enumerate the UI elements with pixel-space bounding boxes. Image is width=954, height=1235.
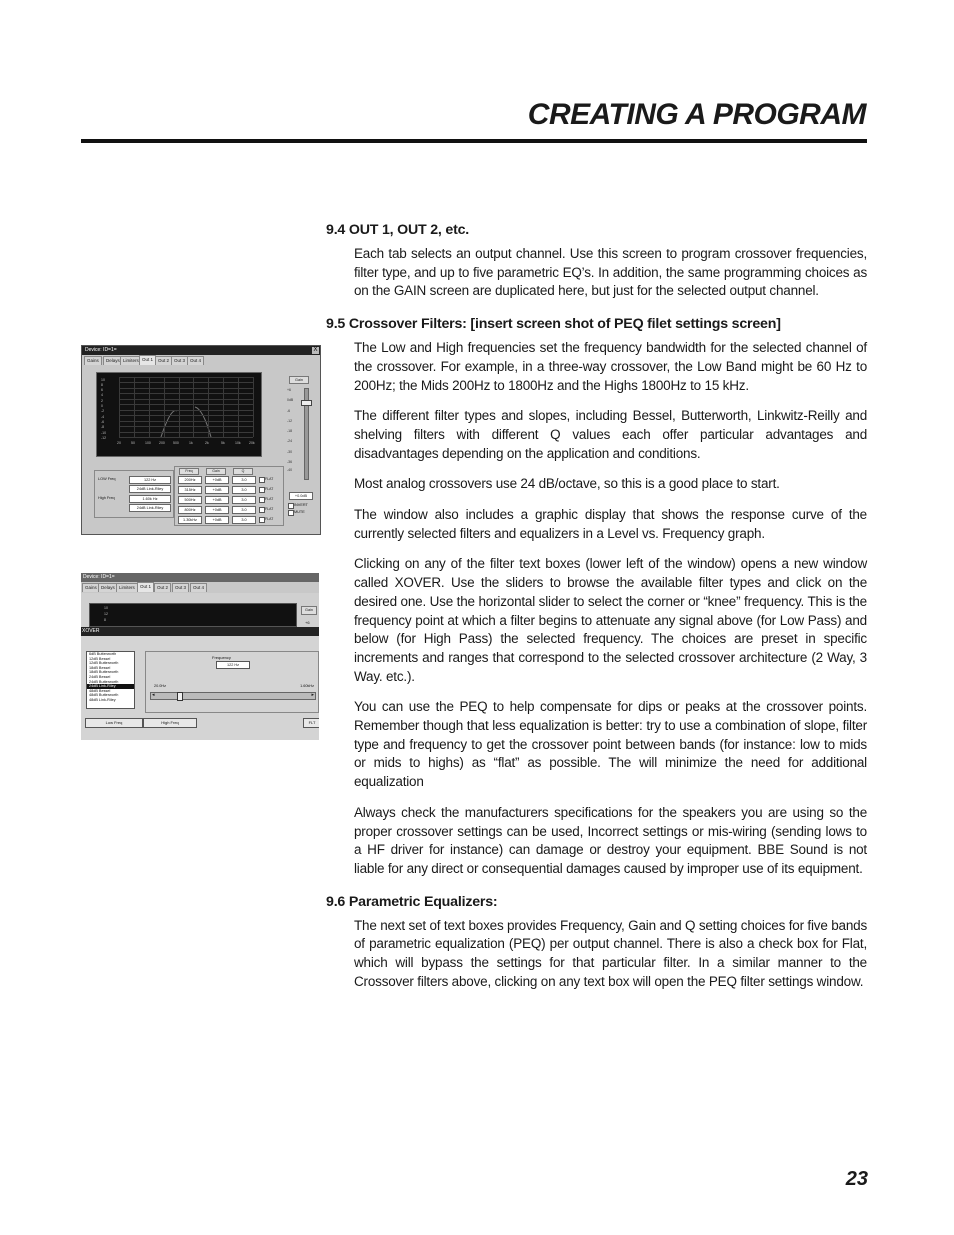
slider-min-label: 20.0Hz xyxy=(154,684,167,688)
peq-freq-field[interactable]: 800Hz xyxy=(178,506,202,514)
tab-out4[interactable]: Out 4 xyxy=(190,583,207,592)
gain-value-field[interactable]: +0.0dB xyxy=(289,492,313,500)
peq-q-field[interactable]: 3.0 xyxy=(232,486,256,494)
grid-line xyxy=(208,377,209,437)
x-label: 20k xyxy=(249,441,255,445)
peq-freq-field[interactable]: 200Hz xyxy=(178,476,202,484)
filter-type-list[interactable] xyxy=(86,651,135,709)
tab-out2[interactable]: Out 2 xyxy=(154,583,171,592)
low-freq-label: LOW Freq xyxy=(98,477,116,481)
frequency-label: Frequency xyxy=(212,655,231,660)
low-filter-field[interactable]: 24dB Link-Riley xyxy=(129,485,171,493)
tab-out3[interactable]: Out 3 xyxy=(171,356,188,365)
slider-left-arrow-icon[interactable]: ◂ xyxy=(152,692,155,698)
gain-tick: -18 xyxy=(287,429,293,433)
filter-option[interactable]: 12dB Bessel xyxy=(89,656,111,661)
title-rule xyxy=(81,139,867,143)
x-label: 50 xyxy=(131,441,135,445)
paragraph: Clicking on any of the filter text boxes (lower left of the window) opens a new window called XOVER. Use the sliders to browse the available filter types and click on the desired one. Use the horizontal slider to select the corner or “knee” frequency. This is the frequency point at which a filter begins to attenuate any signal above (for Low Pass) and below (for High Pass) the selected frequency. The choices are preset in specific increments and ranges that correspond to the selected crossover architecture (2 Way, 3 Way. etc.). xyxy=(354,556,867,684)
gain-panel xyxy=(287,376,313,516)
peq-header-gain: Gain xyxy=(206,468,226,475)
peq-gain-field[interactable]: +0dB xyxy=(205,496,229,504)
grid-line xyxy=(119,377,120,437)
y-label: -2 xyxy=(101,409,105,413)
grid-line xyxy=(119,404,253,405)
section-heading-9-4: 9.4 OUT 1, OUT 2, etc. xyxy=(326,222,470,238)
flat-label: FLAT xyxy=(265,517,274,521)
y-label: 2 xyxy=(101,399,103,403)
x-label: 1k xyxy=(189,441,193,445)
gain-tick: -36 xyxy=(287,460,293,464)
tab-out1[interactable]: Out 1 xyxy=(137,582,154,592)
grid-line xyxy=(238,377,239,437)
grid-line xyxy=(119,415,253,416)
peq-gain-field[interactable]: +0dB xyxy=(205,516,229,524)
gain-tick: -40 xyxy=(287,468,293,472)
high-freq-label: High Freq xyxy=(98,496,115,500)
y-label: -8 xyxy=(101,425,105,429)
xover-titlebar: XOVER xyxy=(81,627,319,636)
flat-label: FLAT xyxy=(265,487,274,491)
close-icon[interactable]: X xyxy=(313,347,318,353)
gain-slider-thumb[interactable] xyxy=(301,400,312,406)
peq-gain-field[interactable]: +0dB xyxy=(205,476,229,484)
paragraph: Always check the manufacturers specifications for the speakers you are using so the proper crossover settings can be used, Incorrect settings or mis-wiring (sending lows to a HF driver for instance) can damage or destroy your equipment. BBE Sound is not liable for any direct or consequential damages caused by improper use of its equipment. xyxy=(354,804,867,876)
flat-label: FLAT xyxy=(265,477,274,481)
paragraph: The next set of text boxes provides Frequency, Gain and Q setting choices for five bands of parametric equalization (PEQ) per output channel. There is also a check box for Flat, which will bypass the settings for that particular filter. In a similar manner to the Crossover filters above, clicking on any text box will open the PEQ filter settings window. xyxy=(354,917,867,989)
y-label: 10 xyxy=(101,378,105,382)
paragraph: The Low and High frequencies set the frequency bandwidth for the selected channel of the crossover. For example, in a three-way crossover, the Low Band might be 60 Hz to 200Hz; the Mids 200Hz to 1800Hz and the Highs 1800Hz to 15 kHz. xyxy=(354,340,867,393)
filter-option[interactable]: 48dB Bessel xyxy=(89,688,111,693)
page-number: 23 xyxy=(845,1168,868,1190)
filter-option[interactable]: 48dB Link-Riley xyxy=(89,697,116,702)
grid-line xyxy=(119,393,253,394)
grid-line xyxy=(223,377,224,437)
peq-group xyxy=(174,466,284,526)
peq-freq-field[interactable]: 315Hz xyxy=(178,486,202,494)
grid-line xyxy=(179,377,180,437)
y-label: 4 xyxy=(101,393,103,397)
frequency-slider-thumb[interactable] xyxy=(177,692,183,701)
paragraph: The window also includes a graphic display that shows the response curve of the currently selected filters and equalizers in a Level vs. Frequency graph. xyxy=(354,507,867,541)
y-label: -12 xyxy=(101,436,107,440)
tab-gains[interactable]: Gains xyxy=(84,356,102,365)
y-label: 8 xyxy=(101,383,103,387)
frequency-group xyxy=(145,651,319,713)
tab-delays[interactable]: Delays xyxy=(98,583,118,592)
x-label: 200 xyxy=(159,441,165,445)
grid-line xyxy=(119,421,253,422)
low-freq-button[interactable]: Low Freq xyxy=(85,718,143,728)
filter-option[interactable]: 48dB Butterworth xyxy=(89,693,119,698)
slider-right-arrow-icon[interactable]: ▸ xyxy=(311,692,314,698)
y-label: 6 xyxy=(101,388,103,392)
section-heading-9-5: 9.5 Crossover Filters: [insert screen shot of PEQ filet settings screen] xyxy=(326,316,781,333)
peq-freq-field[interactable]: 500Hz xyxy=(178,496,202,504)
xover-screenshot xyxy=(81,573,319,740)
gain-tick: +6 xyxy=(287,388,291,392)
tab-limiters[interactable]: Limiters xyxy=(116,583,138,592)
grid-line xyxy=(134,377,135,437)
y-label: 10 xyxy=(104,606,108,610)
peq-q-field[interactable]: 3.0 xyxy=(232,496,256,504)
flat-label: FLAT xyxy=(265,507,274,511)
grid-line xyxy=(119,388,253,389)
window-title: Device: ID=1= xyxy=(85,347,117,353)
grid-line xyxy=(119,426,253,427)
grid-line xyxy=(119,382,253,383)
invert-label: INVERT xyxy=(294,503,308,507)
x-label: 2k xyxy=(205,441,209,445)
flat-label: FLAT xyxy=(265,497,274,501)
peq-q-field[interactable]: 3.0 xyxy=(232,476,256,484)
paragraph: The different filter types and slopes, including Bessel, Butterworth, Linkwitz-Reilly and shelving filters with different Q values each offer particular advantages and disadvantages depending on the application and conditions. xyxy=(354,408,867,461)
gain-tick: -12 xyxy=(287,419,293,423)
peq-gain-field[interactable]: +0dB xyxy=(205,486,229,494)
tab-gains[interactable]: Gains xyxy=(82,583,100,592)
filter-option[interactable]: 18dB Butterworth xyxy=(89,670,119,675)
tab-out1[interactable]: Out 1 xyxy=(139,355,156,365)
window-titlebar xyxy=(82,346,320,355)
graph-area xyxy=(119,377,253,437)
x-label: 20 xyxy=(117,441,121,445)
gain-label: Gain xyxy=(289,376,309,384)
grid-line xyxy=(119,410,253,411)
x-label: 5k xyxy=(221,441,225,445)
out1-screenshot xyxy=(81,345,321,535)
mute-label: MUTE xyxy=(294,510,305,514)
paragraph: You can use the PEQ to help compensate for dips or peaks at the crossover points. Remember though that less equalization is better: try to use a combination of slope, filter type and frequency to get the crossover point between bands (for instance: low to mids or mids to highs) as “flat” as possible. The will minimize the need for additional equalization xyxy=(354,699,867,790)
response-graph xyxy=(89,603,297,627)
xover-window xyxy=(81,636,319,740)
filter-option[interactable]: 18dB Bessel xyxy=(89,665,111,670)
grid-line xyxy=(119,399,253,400)
tab-delays[interactable]: Delays xyxy=(103,356,123,365)
peq-freq-field[interactable]: 1.30kHz xyxy=(178,516,202,524)
x-label: 100 xyxy=(145,441,151,445)
y-label: -4 xyxy=(101,415,105,419)
peq-header-freq: Freq xyxy=(179,468,199,475)
tab-limiters[interactable]: Limiters xyxy=(120,356,142,365)
tab-out4[interactable]: Out 4 xyxy=(187,356,204,365)
high-freq-field[interactable]: 1.60k Hz xyxy=(129,495,171,503)
gain-tick: -24 xyxy=(287,439,293,443)
response-graph xyxy=(96,372,262,457)
filter-option[interactable]: 24dB Bessel xyxy=(89,674,111,679)
y-label: -6 xyxy=(101,420,105,424)
slider-max-label: 1.60kHz xyxy=(300,684,314,688)
section-heading-9-6: 9.6 Parametric Equalizers: xyxy=(326,893,498,910)
grid-line xyxy=(149,377,150,437)
frequency-field[interactable]: 122 Hz xyxy=(216,661,250,669)
chapter-title: CREATING A PROGRAM xyxy=(527,98,866,131)
high-filter-field[interactable]: 24dB Link-Riley xyxy=(129,504,171,512)
crossover-filter-group xyxy=(94,470,174,518)
tab-out2[interactable]: Out 2 xyxy=(155,356,172,365)
filter-option[interactable]: 24dB Butterworth xyxy=(89,679,119,684)
gain-label: Gain xyxy=(301,606,317,615)
response-curve xyxy=(119,377,253,437)
peq-q-field[interactable]: 3.0 xyxy=(232,506,256,514)
y-label: -10 xyxy=(101,431,107,435)
high-freq-button[interactable]: High Freq xyxy=(143,718,197,728)
y-label: 0 xyxy=(101,404,103,408)
paragraph: Each tab selects an output channel. Use this screen to program crossover frequencies, filter type, and up to five parametric EQ’s. In addition, the same programming choices as on the GAIN screen are duplicated here, but just for the selected output channel. xyxy=(354,246,867,299)
y-label: 12 xyxy=(104,612,108,616)
peq-q-field[interactable]: 3.0 xyxy=(232,516,256,524)
filter-option[interactable]: 24dB Link-Riley xyxy=(87,684,134,689)
tab-out3[interactable]: Out 3 xyxy=(172,583,189,592)
y-label: 8 xyxy=(104,618,106,622)
flt-button[interactable]: FLT xyxy=(303,718,319,728)
grid-line xyxy=(253,377,254,437)
frequency-slider[interactable] xyxy=(150,692,316,700)
window-titlebar: Device: ID=1= xyxy=(81,573,319,582)
x-label: 500 xyxy=(173,441,179,445)
peq-gain-field[interactable]: +0dB xyxy=(205,506,229,514)
filter-option[interactable]: 6dB Butterworth xyxy=(89,652,117,656)
grid-line xyxy=(164,377,165,437)
gain-tick: 0dB xyxy=(287,398,294,402)
filter-option[interactable]: 12dB Butterworth xyxy=(89,661,119,666)
grid-line xyxy=(193,377,194,437)
text-column xyxy=(326,222,867,1004)
tab-bar xyxy=(81,582,319,593)
grid-line xyxy=(119,432,253,433)
x-label: 10k xyxy=(235,441,241,445)
tab-bar xyxy=(82,355,320,365)
grid-line xyxy=(119,437,253,438)
paragraph: Most analog crossovers use 24 dB/octave, so this is a good place to start. xyxy=(354,476,780,492)
gain-tick: +6 xyxy=(305,620,310,625)
grid-line xyxy=(119,377,253,378)
low-freq-field[interactable]: 122 Hz xyxy=(129,476,171,484)
gain-tick: -6 xyxy=(287,409,291,413)
peq-header-q: Q xyxy=(233,468,253,475)
gain-tick: -30 xyxy=(287,450,293,454)
